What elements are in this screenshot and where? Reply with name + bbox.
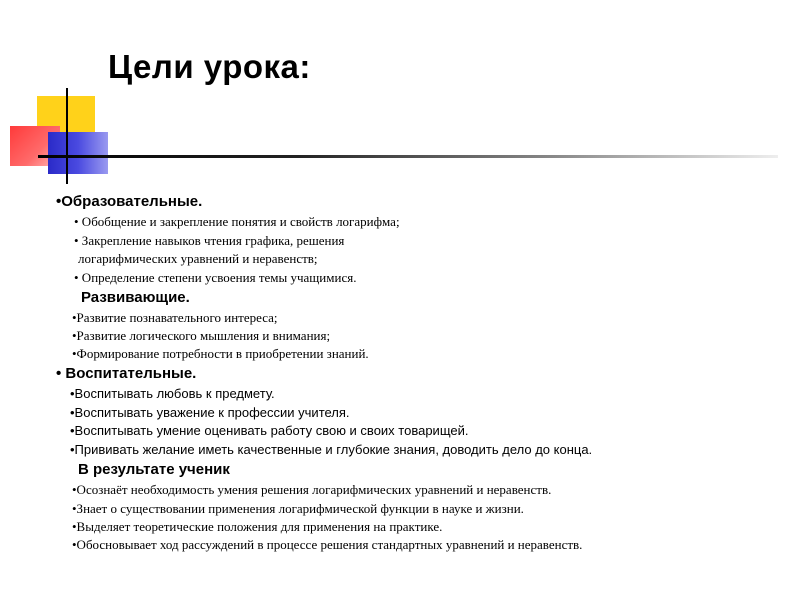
list-item: •Воспитывать любовь к предмету. <box>70 386 275 401</box>
list-item: •Осознаёт необходимость умения решения логарифмических уравнений и неравенств. <box>72 482 552 497</box>
list-item-continuation: логарифмических уравнений и неравенств; <box>78 251 318 266</box>
list-item: •Развитие познавательного интереса; <box>72 310 278 325</box>
section-heading-outcomes: В результате ученик <box>78 461 230 478</box>
slide-title: Цели урока: <box>108 48 311 85</box>
section-heading-upbringing: • Воспитательные. <box>56 365 197 382</box>
list-item: • Определение степени усвоения темы учащимися. <box>74 270 357 285</box>
vertical-line-decoration <box>66 88 68 184</box>
list-item: •Воспитывать уважение к профессии учителя. <box>70 405 350 420</box>
blue-square-decoration <box>48 132 108 174</box>
list-item: •Прививать желание иметь качественные и глубокие знания, доводить дело до конца. <box>70 442 593 457</box>
list-item: •Воспитывать умение оценивать работу свою и своих товарищей. <box>70 423 469 438</box>
list-item: •Знает о существовании применения логарифмической функции в науке и жизни. <box>72 501 524 516</box>
list-item: • Обобщение и закрепление понятия и свойств логарифма; <box>74 214 400 229</box>
list-item: •Обосновывает ход рассуждений в процессе решения стандартных уравнений и неравенств. <box>72 537 583 552</box>
list-item: • Закрепление навыков чтения графика, решения <box>74 233 345 248</box>
title-underline <box>38 155 778 158</box>
section-heading-developing: Развивающие. <box>81 289 190 306</box>
list-item: •Развитие логического мышления и внимания; <box>72 328 331 343</box>
list-item: •Выделяет теоретические положения для применения на практике. <box>72 519 443 534</box>
list-item: •Формирование потребности в приобретении знаний. <box>72 346 369 361</box>
section-heading-educational: •Образовательные. <box>56 193 203 210</box>
